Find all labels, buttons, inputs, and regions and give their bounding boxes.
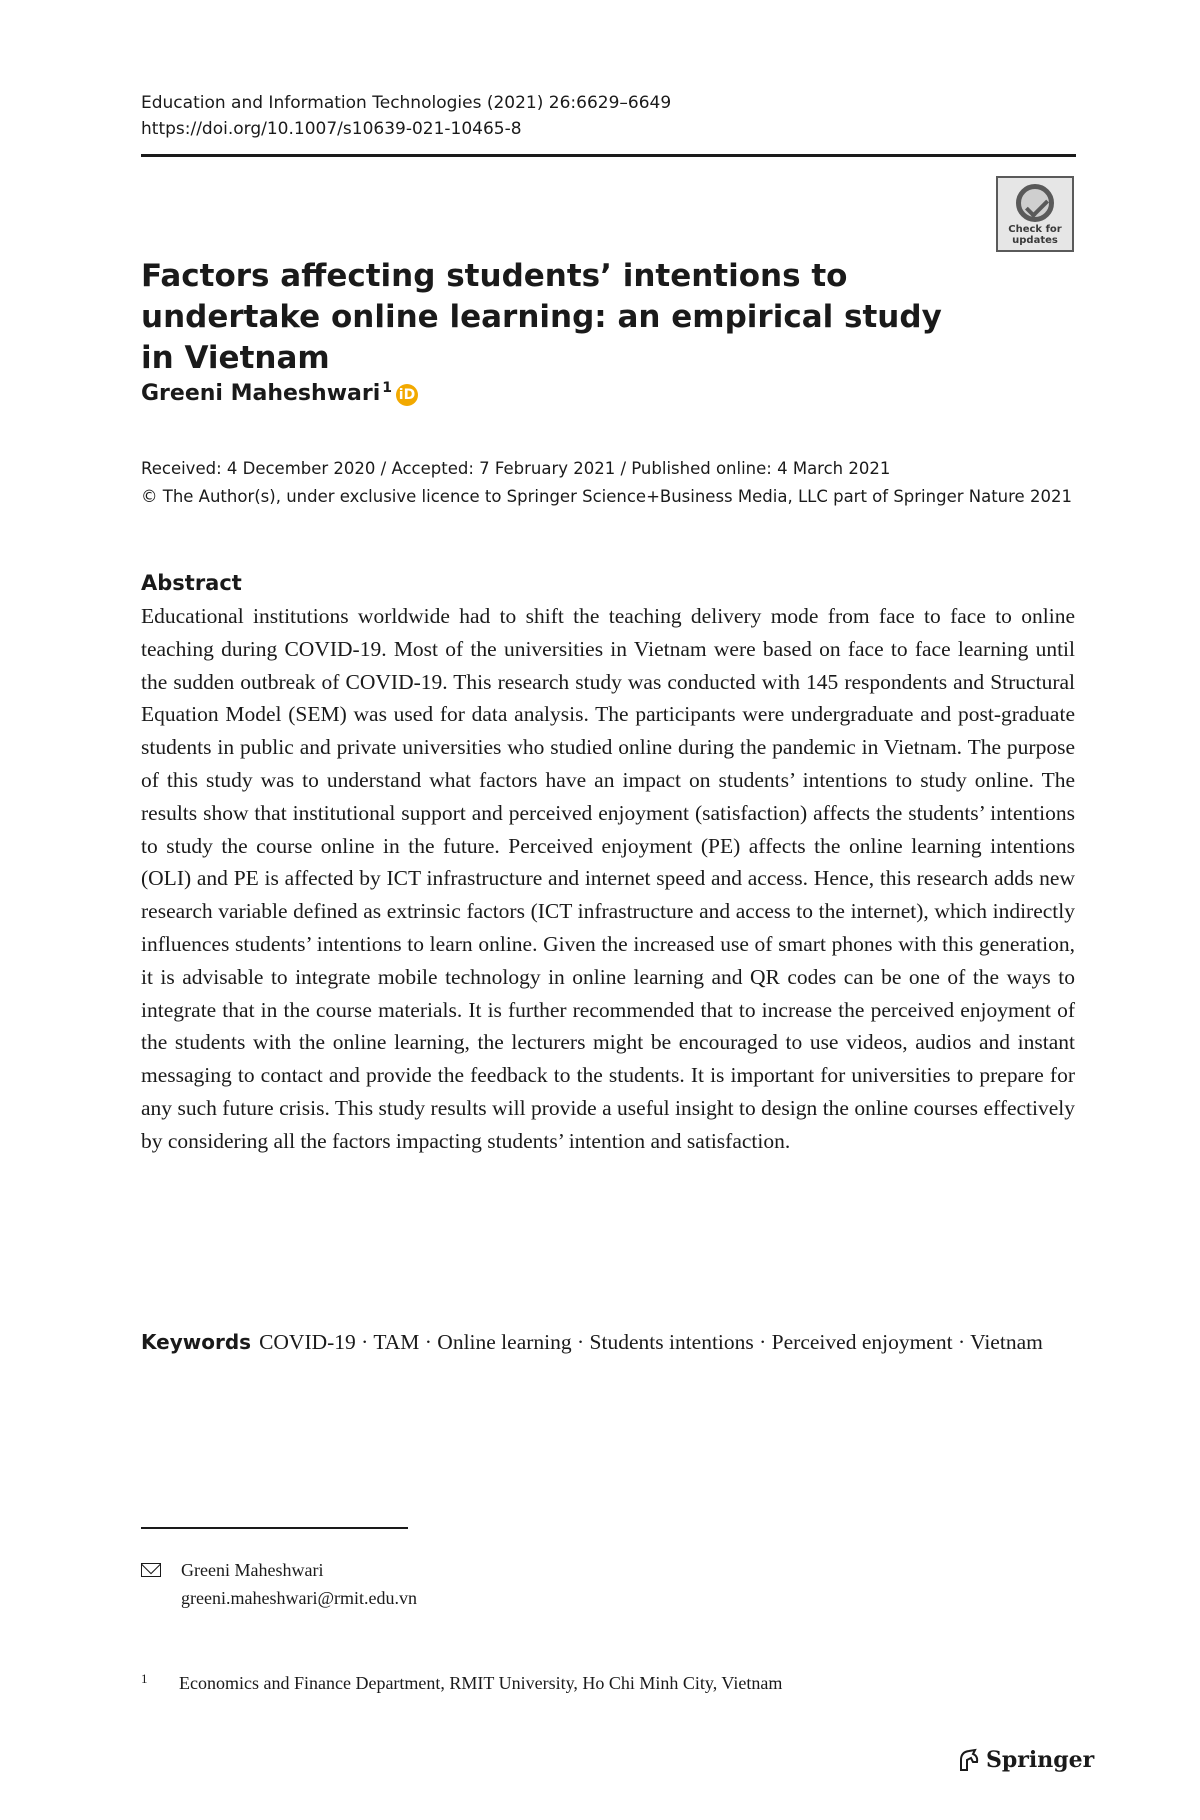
affiliation-text: Economics and Finance Department, RMIT University, Ho Chi Minh City, Vietnam	[179, 1673, 783, 1693]
publisher-name: Springer	[986, 1747, 1095, 1773]
check-for-updates-icon	[1016, 184, 1054, 222]
springer-horse-icon	[958, 1748, 980, 1772]
corresponding-author	[141, 1556, 417, 1612]
keywords	[141, 1325, 1075, 1359]
contact-email[interactable]: greeni.maheshwari@rmit.edu.vn	[181, 1588, 418, 1608]
footnote-divider	[141, 1527, 408, 1529]
abstract-text: Educational institutions worldwide had to shift the teaching delivery mode from face to face to online teaching during COVID-19. Most of the universities in Vietnam were based on face to face learning until the sudden outbreak of COVID-19. This research study was conducted with 145 respondents and Structural Equation Model (SEM) was used for data analysis. The participants were undergraduate and post-graduate students in public and private universities who studied online during the pandemic in Vietnam. The purpose of this study was to understand what factors have an impact on students’ intentions to study online. The results show that institutional support and perceived enjoyment (satisfaction) affects the students’ intentions to study the course online in the future. Perceived enjoyment (PE) affects the online learning intentions (OLI) and PE is affected by ICT infrastructure and internet speed and access. Hence, this research adds new research variable defined as extrinsic factors (ICT infrastructure and access to the internet), which indirectly influences students’ intentions to learn online. Given the increased use of smart phones with this generation, it is advisable to integrate mobile technology in online learning and QR codes can be one of the ways to integrate that in the course materials. It is further recommended that to increase the perceived enjoyment of the students with the online learning, the lecturers might be encouraged to use videos, audios and instant messaging to contact and provide the feedback to the students. It is important for universities to prepare for any such future crisis. This study results will provide a useful insight to design the online courses effectively by considering all the factors impacting students’ intention and satisfaction.	[141, 604, 1075, 1153]
doi-link[interactable]: https://doi.org/10.1007/s10639-021-10465-8	[141, 119, 522, 139]
author-name[interactable]: Greeni Maheshwari	[141, 381, 381, 406]
header-divider	[141, 154, 1076, 157]
journal-citation: Education and Information Technologies (2021) 26:6629–6649	[141, 93, 672, 113]
author-affiliation-ref: 1	[382, 380, 392, 396]
orcid-icon[interactable]: iD	[396, 384, 418, 406]
crossmark-label: Check for updates	[1008, 224, 1062, 246]
crossmark-badge[interactable]	[996, 176, 1074, 252]
footnote-number: 1	[141, 1671, 148, 1686]
author-line	[141, 380, 418, 408]
abstract-heading: Abstract	[141, 571, 242, 595]
contact-name: Greeni Maheshwari	[181, 1560, 324, 1580]
affiliation-footnote	[141, 1670, 782, 1696]
keywords-list: COVID-19 · TAM · Online learning · Students intentions · Perceived enjoyment · Vietnam	[259, 1330, 1043, 1354]
article-history: Received: 4 December 2020 / Accepted: 7 February 2021 / Published online: 4 March 2021	[141, 459, 891, 478]
publisher-logo	[958, 1744, 1094, 1776]
keywords-label: Keywords	[141, 1330, 252, 1354]
paper-title: Factors affecting students’ intentions to undertake online learning: an empirical study in Vietnam	[141, 258, 942, 376]
envelope-icon	[141, 1563, 161, 1577]
copyright-notice: © The Author(s), under exclusive licence to Springer Science+Business Media, LLC part of Springer Nature 2021	[141, 487, 1072, 506]
